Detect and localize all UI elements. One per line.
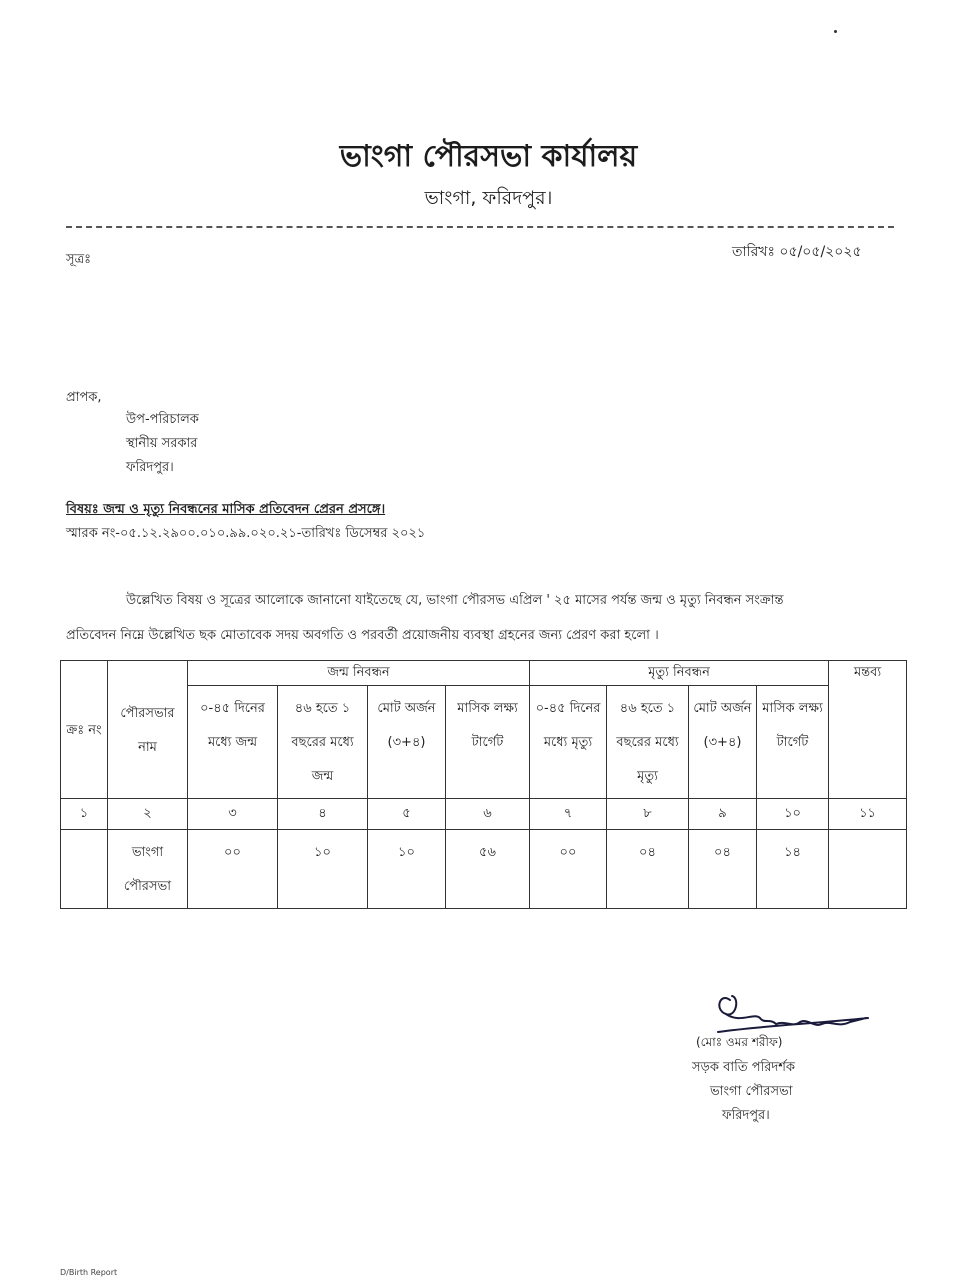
birth-col-target: মাসিক লক্ষ্য টার্গেট (446, 686, 530, 799)
file-footer: D/Birth Report (60, 1268, 118, 1277)
row-birth-total: ১০ (368, 830, 446, 909)
serial-header: ক্রঃ নং (61, 661, 108, 799)
column-number: ৬ (446, 799, 530, 830)
row-death-0-45: ০০ (530, 830, 607, 909)
row-birth-target: ৫৬ (446, 830, 530, 909)
birth-col-0-45-days: ০-৪৫ দিনের মধ্যে জন্ম (188, 686, 278, 799)
death-registration-header: মৃত্যু নিবন্ধন (530, 661, 829, 686)
row-birth-0-45: ০০ (188, 830, 278, 909)
column-number: ৯ (689, 799, 757, 830)
recipient-line-3: ফরিদপুর। (126, 460, 174, 475)
column-number: ৩ (188, 799, 278, 830)
memo-number: স্মারক নং-০৫.১২.২৯০০.০১০.৯৯.০২০.২১-তারিখঃ ডিসেম্বর ২০২১ (66, 526, 426, 541)
letter-date: তারিখঃ ০৫/০৫/২০২৫ (732, 244, 862, 260)
recipient-line-1: উপ-পরিচালক (126, 412, 199, 427)
recipient-label: প্রাপক, (66, 390, 102, 405)
birth-registration-header: জন্ম নিবন্ধন (188, 661, 530, 686)
birth-col-46-to-1-year: ৪৬ হতে ১ বছরের মধ্যে জন্ম (278, 686, 368, 799)
signer-designation: সড়ক বাতি পরিদর্শক (692, 1060, 796, 1075)
row-serial (61, 830, 108, 909)
signer-organization: ভাংগা পৌরসভা (710, 1084, 793, 1099)
row-remarks (829, 830, 907, 909)
signer-name: (মোঃ ওমর শরীফ) (696, 1035, 783, 1049)
body-line-1: উল্লেখিত বিষয় ও সূত্রের আলোকে জানানো যাইতেছে যে, ভাংগা পৌরসভ এপ্রিল ' ২৫ মাসের পর্যন্ত জন্ম ও মৃত্যু নিবন্ধন সংক্রান্ত (126, 593, 784, 608)
column-number: ৪ (278, 799, 368, 830)
table-row (61, 830, 907, 909)
name-header: পৌরসভার নাম (108, 661, 188, 799)
row-death-46-1y: ০৪ (607, 830, 689, 909)
column-number: ১ (61, 799, 108, 830)
death-col-target: মাসিক লক্ষ্য টার্গেট (757, 686, 829, 799)
signer-place: ফরিদপুর। (722, 1108, 770, 1123)
remarks-subheader (829, 686, 907, 799)
scan-speck (834, 30, 837, 33)
column-number: ১০ (757, 799, 829, 830)
office-title: ভাংগা পৌরসভা কার্যালয় (339, 139, 638, 174)
row-death-target: ১৪ (757, 830, 829, 909)
column-number: ২ (108, 799, 188, 830)
row-birth-46-1y: ১০ (278, 830, 368, 909)
birth-col-total: মোট অর্জন (৩+৪) (368, 686, 446, 799)
reference-label: সূত্রঃ (66, 252, 92, 267)
row-death-total: ০৪ (689, 830, 757, 909)
death-col-46-to-1-year: ৪৬ হতে ১ বছরের মধ্যে মৃত্যু (607, 686, 689, 799)
remarks-header: মন্তব্য (829, 661, 907, 686)
recipient-line-2: স্থানীয় সরকার (126, 436, 198, 451)
column-number: ৮ (607, 799, 689, 830)
death-col-total: মোট অর্জন (৩+৪) (689, 686, 757, 799)
death-col-0-45-days: ০-৪৫ দিনের মধ্যে মৃত্যু (530, 686, 607, 799)
dashed-divider (66, 226, 894, 228)
column-number-row (61, 799, 907, 830)
registration-report-table (60, 660, 907, 909)
body-line-2: প্রতিবেদন নিম্নে উল্লেখিত ছক মোতাবেক সদয় অবগতি ও পরবর্তী প্রয়োজনীয় ব্যবস্থা গ্রহনের জন্য প্রেরণ করা হলো । (66, 628, 659, 643)
column-number: ৫ (368, 799, 446, 830)
office-location: ভাংগা, ফরিদপুর। (424, 187, 553, 209)
letter-subject: বিষয়ঃ জন্ম ও মৃত্যু নিবন্ধনের মাসিক প্রতিবেদন প্রেরন প্রসঙ্গে। (66, 502, 386, 517)
row-name: ভাংগা পৌরসভা (108, 830, 188, 909)
column-number: ৭ (530, 799, 607, 830)
column-number: ১১ (829, 799, 907, 830)
